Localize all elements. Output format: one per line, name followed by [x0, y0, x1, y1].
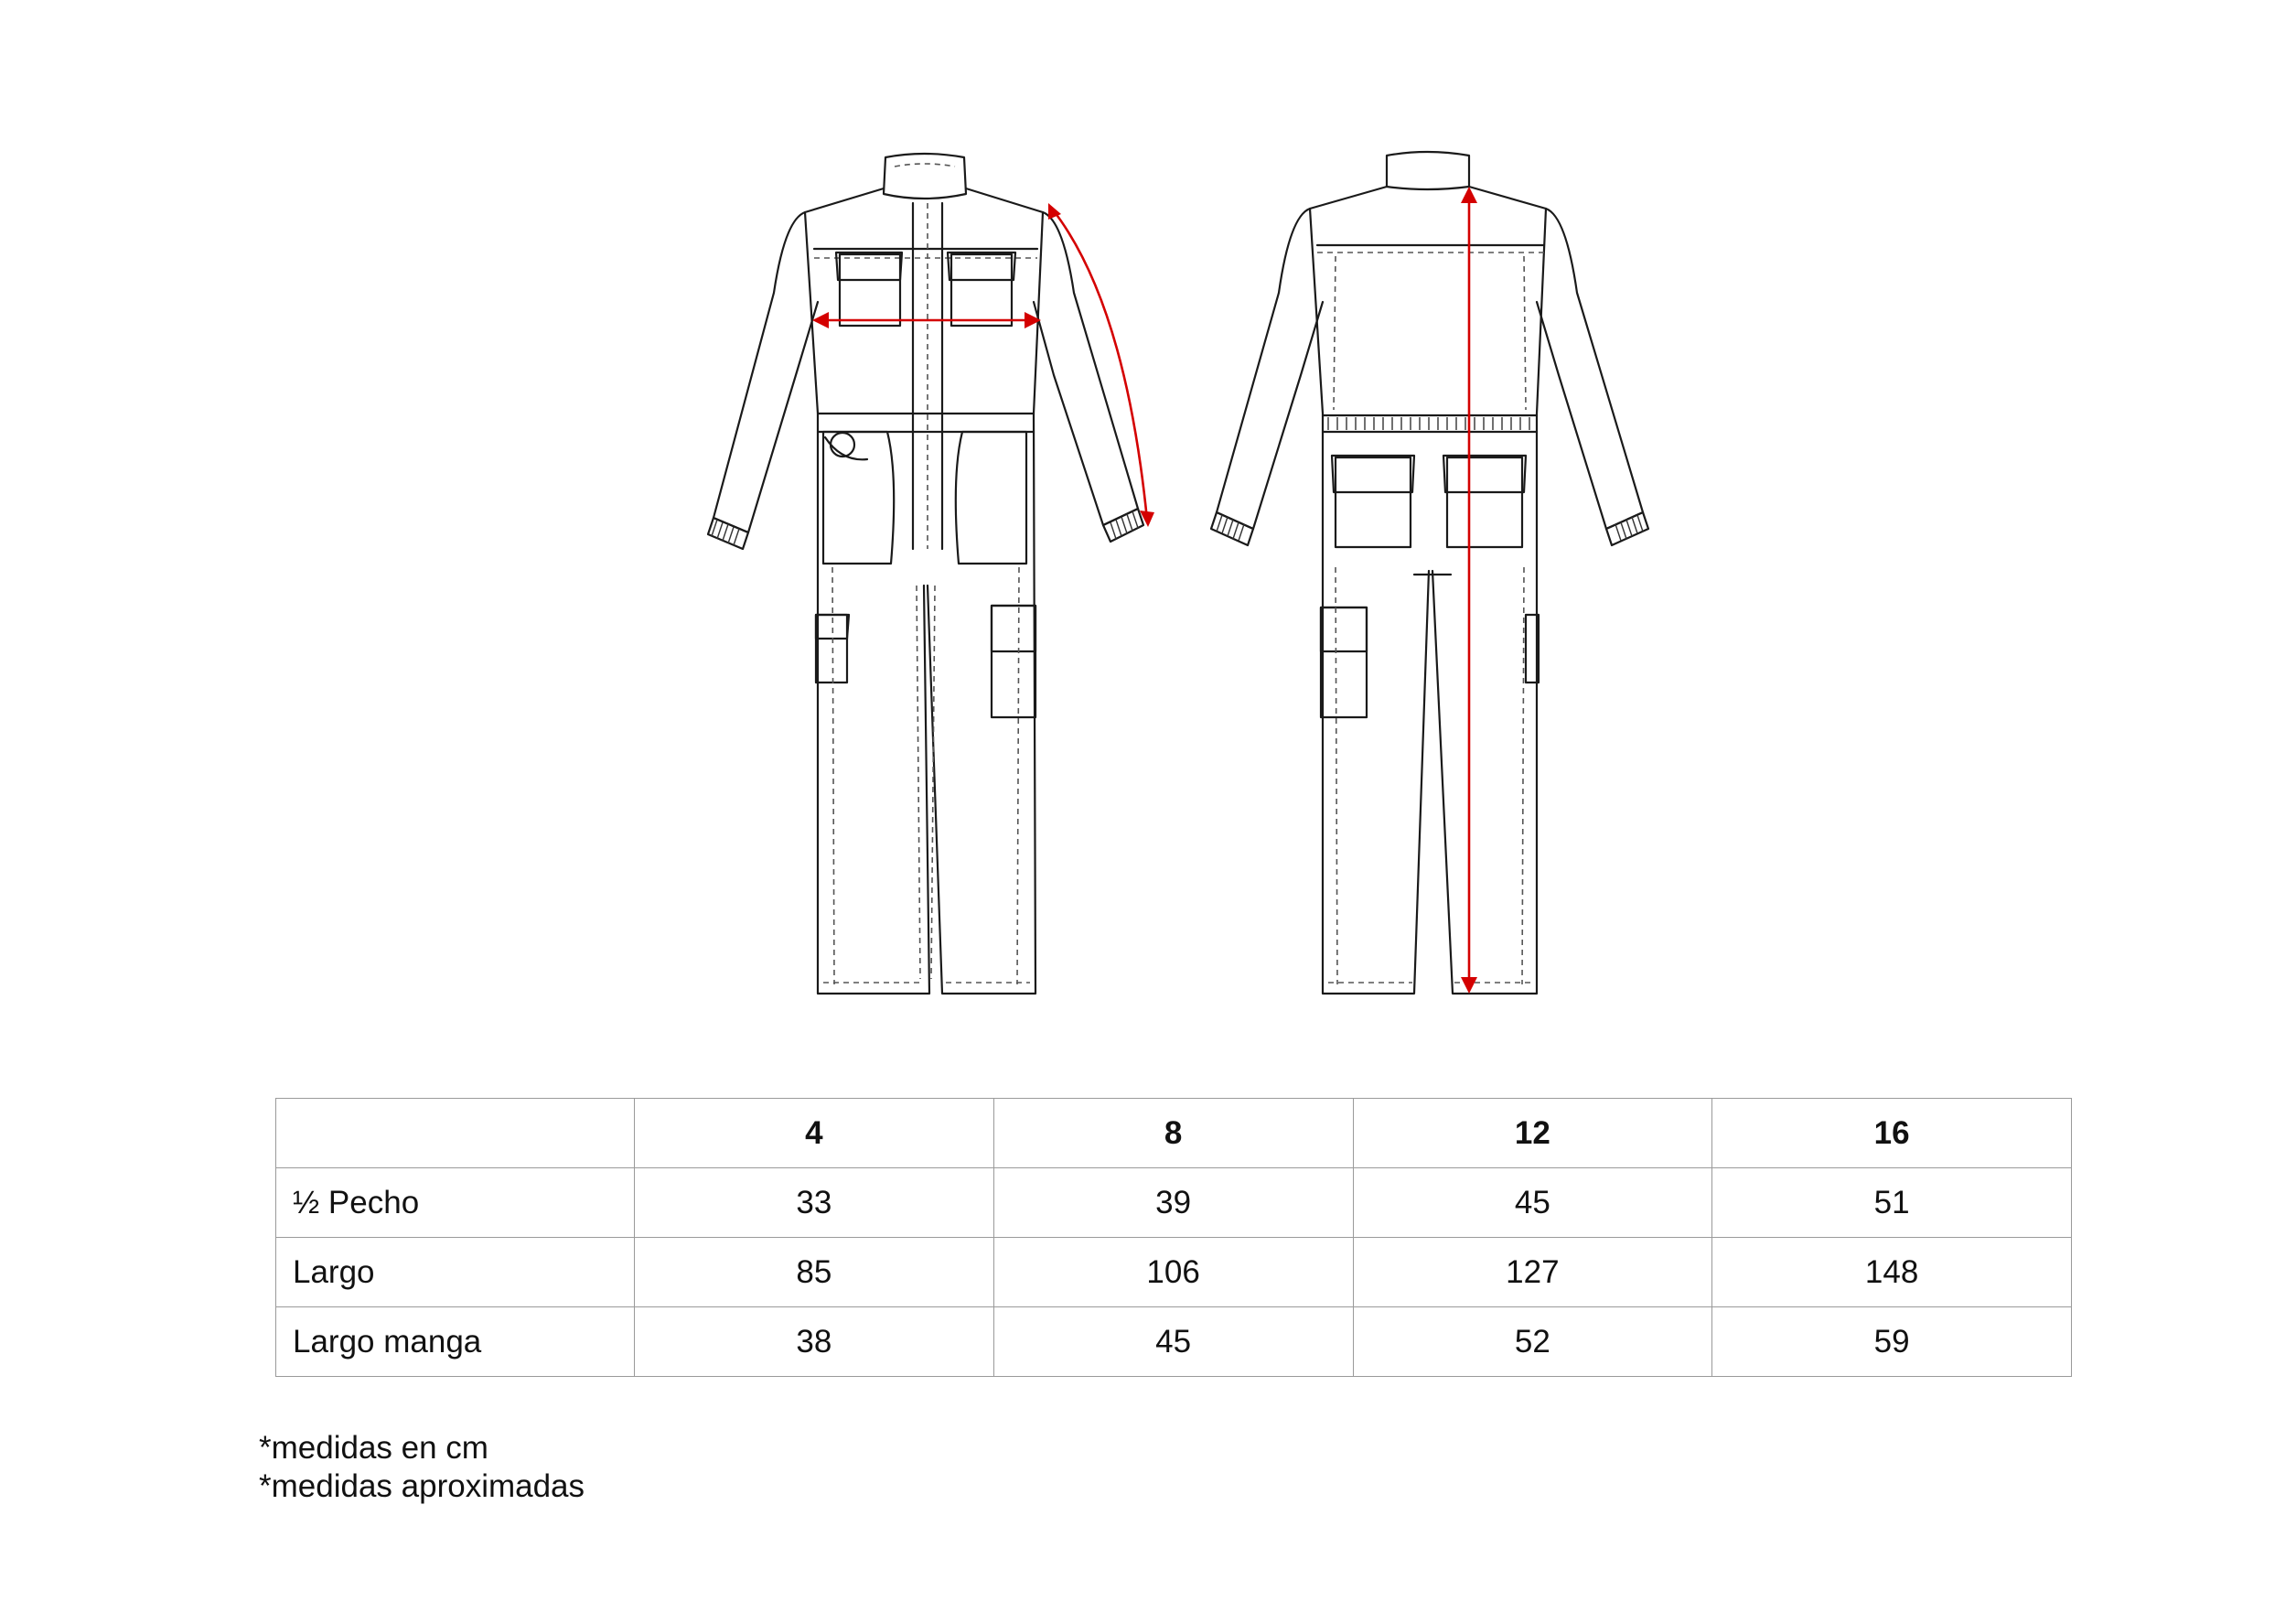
table-cell: 39 — [993, 1168, 1353, 1238]
size-header: 4 — [635, 1099, 994, 1168]
footnote-units: *medidas en cm — [259, 1430, 488, 1466]
size-header: 16 — [1712, 1099, 2072, 1168]
row-label: Largo manga — [276, 1307, 635, 1377]
table-row — [276, 1168, 2072, 1238]
table-cell: 45 — [1353, 1168, 1712, 1238]
table-cell: 148 — [1712, 1238, 2072, 1307]
table-cell: 85 — [635, 1238, 994, 1307]
table-cell: 33 — [635, 1168, 994, 1238]
table-row — [276, 1307, 2072, 1377]
back-view — [1211, 152, 1648, 994]
size-header: 12 — [1353, 1099, 1712, 1168]
front-view — [708, 154, 1154, 994]
row-label: Largo — [276, 1238, 635, 1307]
table-cell: 127 — [1353, 1238, 1712, 1307]
table-corner-cell — [276, 1099, 635, 1168]
table-row — [276, 1238, 2072, 1307]
table-cell: 106 — [993, 1238, 1353, 1307]
footnote-approximate: *medidas aproximadas — [259, 1468, 585, 1504]
table-cell: 45 — [993, 1307, 1353, 1377]
size-table — [275, 1098, 2072, 1377]
table-cell: 59 — [1712, 1307, 2072, 1377]
footnotes — [259, 1429, 585, 1506]
table-cell: 52 — [1353, 1307, 1712, 1377]
table-header-row — [276, 1099, 2072, 1168]
row-label: ½ Pecho — [276, 1168, 635, 1238]
table-cell: 38 — [635, 1307, 994, 1377]
table-cell: 51 — [1712, 1168, 2072, 1238]
size-header: 8 — [993, 1099, 1353, 1168]
